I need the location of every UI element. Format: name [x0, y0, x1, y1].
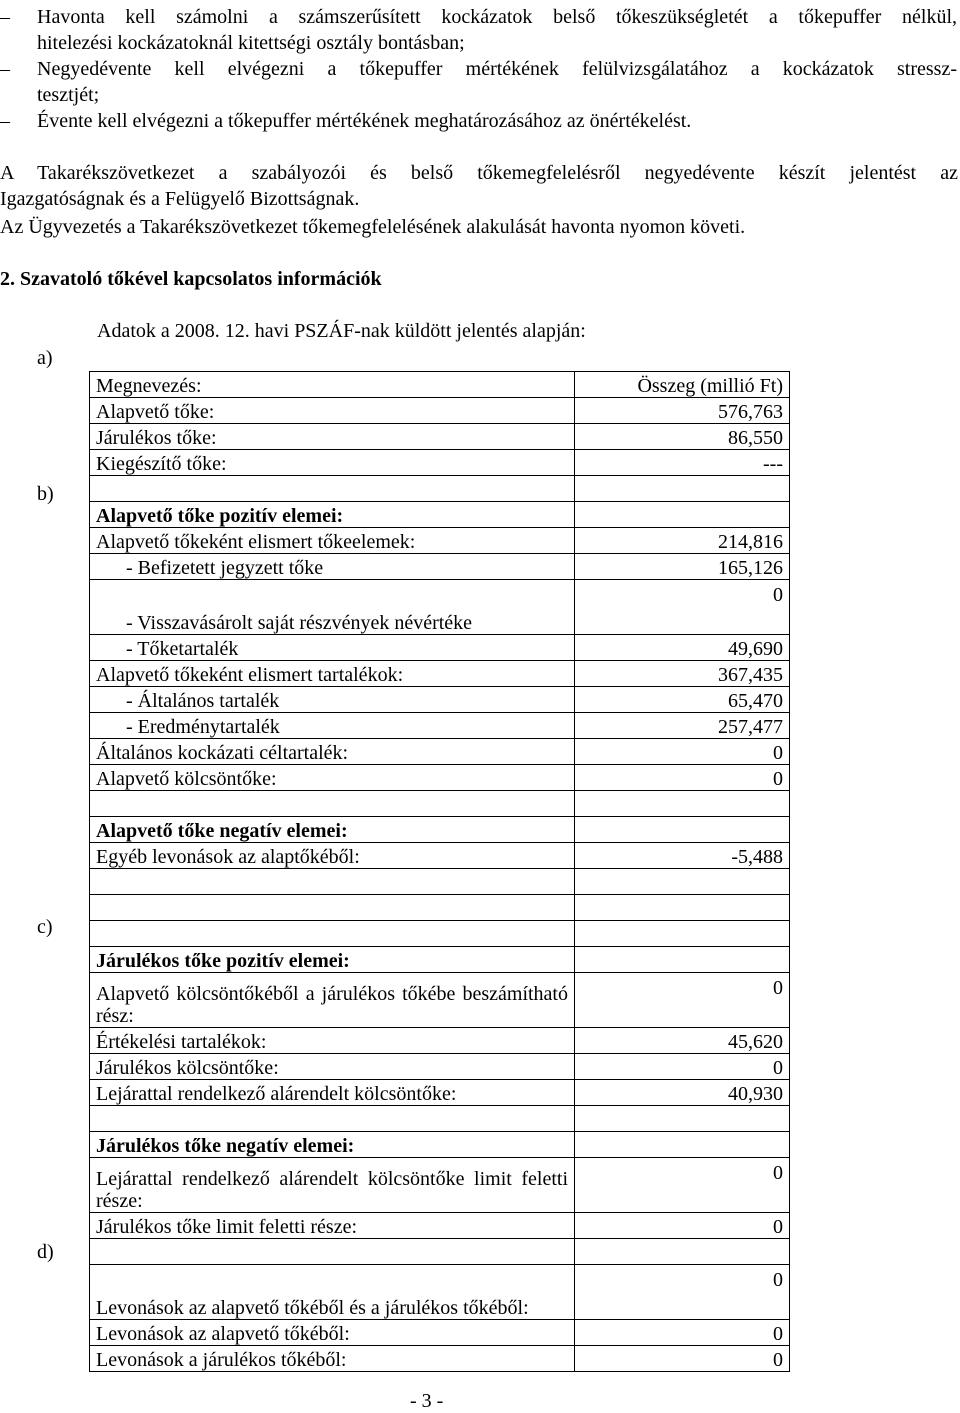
- row-letter-a: a): [37, 347, 53, 369]
- table-row: [90, 713, 790, 739]
- row-letter-b: b): [37, 483, 54, 505]
- row-label: Alapvető kölcsöntőkéből a járulékos tőkébe beszámítható rész:: [90, 973, 575, 1028]
- row-value: 257,477: [575, 713, 790, 739]
- row-label: - Általános tartalék: [90, 687, 575, 713]
- row-value: 65,470: [575, 687, 790, 713]
- table-row: [90, 843, 790, 869]
- table-section-heading-row: [90, 817, 790, 843]
- row-label: Kiegészítő tőke:: [90, 450, 575, 476]
- row-label: - Befizetett jegyzett tőke: [90, 554, 575, 580]
- section-label: Járulékos tőke negatív elemei:: [90, 1132, 575, 1158]
- row-value: 0: [575, 580, 790, 635]
- row-label: Általános kockázati céltartalék:: [90, 739, 575, 765]
- table-row: [90, 973, 790, 1028]
- table-spacer-row: [90, 869, 790, 895]
- paragraph-reporting-line-2: Igazgatóságnak és a Felügyelő Bizottságnak.: [0, 188, 360, 210]
- section-label: Járulékos tőke pozitív elemei:: [90, 947, 575, 973]
- row-value: 0: [575, 973, 790, 1028]
- dash-marker: –: [0, 58, 10, 80]
- row-label: Járulékos kölcsöntőke:: [90, 1054, 575, 1080]
- table-spacer-row: [90, 476, 790, 502]
- table-header-row: [90, 372, 790, 398]
- table-spacer-row: [90, 895, 790, 921]
- row-value: 0: [575, 1265, 790, 1320]
- row-label: Alapvető tőkeként elismert tartalékok:: [90, 661, 575, 687]
- row-value: 40,930: [575, 1080, 790, 1106]
- bullet-1-line-1: Havonta kell számolni a számszerűsített kockázatok belső tőkeszükségletét a tőkepuffer nélkül,: [37, 6, 957, 28]
- row-label: Alapvető tőke:: [90, 398, 575, 424]
- row-value: -5,488: [575, 843, 790, 869]
- row-value: 165,126: [575, 554, 790, 580]
- data-intro: Adatok a 2008. 12. havi PSZÁF-nak küldött jelentés alapján:: [97, 320, 586, 342]
- table-row: [90, 765, 790, 791]
- row-value: 0: [575, 1320, 790, 1346]
- paragraph-monitoring: Az Ügyvezetés a Takarékszövetkezet tőkemegfelelésének alakulását havonta nyomon követi.: [0, 216, 746, 238]
- table-row: [90, 687, 790, 713]
- row-label: Egyéb levonások az alaptőkéből:: [90, 843, 575, 869]
- section-heading: 2. Szavatoló tőkével kapcsolatos információk: [0, 268, 382, 290]
- row-letter-c: c): [37, 916, 53, 938]
- table-spacer-row: [90, 921, 790, 947]
- bullet-3-line-1: Évente kell elvégezni a tőkepuffer mértékének meghatározásához az önértékelést.: [37, 110, 692, 132]
- row-label: Járulékos tőke limit feletti része:: [90, 1213, 575, 1239]
- table-row: [90, 554, 790, 580]
- table-row: [90, 1158, 790, 1213]
- section-label: Alapvető tőke negatív elemei:: [90, 817, 575, 843]
- row-label: Levonások az alapvető tőkéből:: [90, 1320, 575, 1346]
- row-value: 214,816: [575, 528, 790, 554]
- row-value: 0: [575, 1346, 790, 1372]
- row-label: Járulékos tőke:: [90, 424, 575, 450]
- row-value: 576,763: [575, 398, 790, 424]
- row-letter-d: d): [37, 1241, 54, 1263]
- paragraph-reporting-line-1: A Takarékszövetkezet a szabályozói és belső tőkemegfelelésről negyedévente készít jelentést az: [0, 162, 958, 184]
- row-label: Alapvető kölcsöntőke:: [90, 765, 575, 791]
- table-section-heading-row: [90, 502, 790, 528]
- row-value: 367,435: [575, 661, 790, 687]
- table-row: [90, 739, 790, 765]
- table-row: [90, 450, 790, 476]
- table-section-heading-row: [90, 1132, 790, 1158]
- table-row: [90, 1028, 790, 1054]
- row-value: 0: [575, 1158, 790, 1213]
- row-value: ---: [575, 450, 790, 476]
- row-value: 0: [575, 1213, 790, 1239]
- header-label: Megnevezés:: [90, 372, 575, 398]
- row-value: 0: [575, 739, 790, 765]
- table-row: [90, 1265, 790, 1320]
- header-value: Összeg (millió Ft): [575, 372, 790, 398]
- bullet-2-line-2: tesztjét;: [37, 84, 100, 106]
- row-value: 86,550: [575, 424, 790, 450]
- table-row: [90, 580, 790, 635]
- bullet-1-line-2: hitelezési kockázatoknál kitettségi osztály bontásban;: [37, 32, 465, 54]
- table-row: [90, 1213, 790, 1239]
- row-label: Levonások a járulékos tőkéből:: [90, 1346, 575, 1372]
- row-label: - Tőketartalék: [90, 635, 575, 661]
- table-row: [90, 1080, 790, 1106]
- bullet-2-line-1: Negyedévente kell elvégezni a tőkepuffer mértékének felülvizsgálatához a kockázatok stressz-: [37, 58, 957, 80]
- row-label: Lejárattal rendelkező alárendelt kölcsöntőke:: [90, 1080, 575, 1106]
- row-value: 0: [575, 1054, 790, 1080]
- table-row: [90, 635, 790, 661]
- row-label: Értékelési tartalékok:: [90, 1028, 575, 1054]
- section-label: Alapvető tőke pozitív elemei:: [90, 502, 575, 528]
- table-row: [90, 398, 790, 424]
- row-label: Alapvető tőkeként elismert tőkeelemek:: [90, 528, 575, 554]
- table-spacer-row: [90, 791, 790, 817]
- row-value: 45,620: [575, 1028, 790, 1054]
- dash-marker: –: [0, 110, 10, 132]
- table-row: [90, 661, 790, 687]
- table-row: [90, 424, 790, 450]
- table-spacer-row: [90, 1239, 790, 1265]
- row-label: - Eredménytartalék: [90, 713, 575, 739]
- row-label: Lejárattal rendelkező alárendelt kölcsöntőke limit feletti része:: [90, 1158, 575, 1213]
- table-row: [90, 1054, 790, 1080]
- table-spacer-row: [90, 1106, 790, 1132]
- table-row: [90, 1320, 790, 1346]
- table-row: [90, 528, 790, 554]
- dash-marker: –: [0, 6, 10, 28]
- row-label: - Visszavásárolt saját részvények névértéke: [90, 580, 575, 635]
- row-value: 0: [575, 765, 790, 791]
- table-row: [90, 1346, 790, 1372]
- page-number: - 3 -: [410, 1390, 444, 1412]
- capital-table: [89, 371, 790, 1372]
- row-label: Levonások az alapvető tőkéből és a járulékos tőkéből:: [90, 1265, 575, 1320]
- row-value: 49,690: [575, 635, 790, 661]
- table-section-heading-row: [90, 947, 790, 973]
